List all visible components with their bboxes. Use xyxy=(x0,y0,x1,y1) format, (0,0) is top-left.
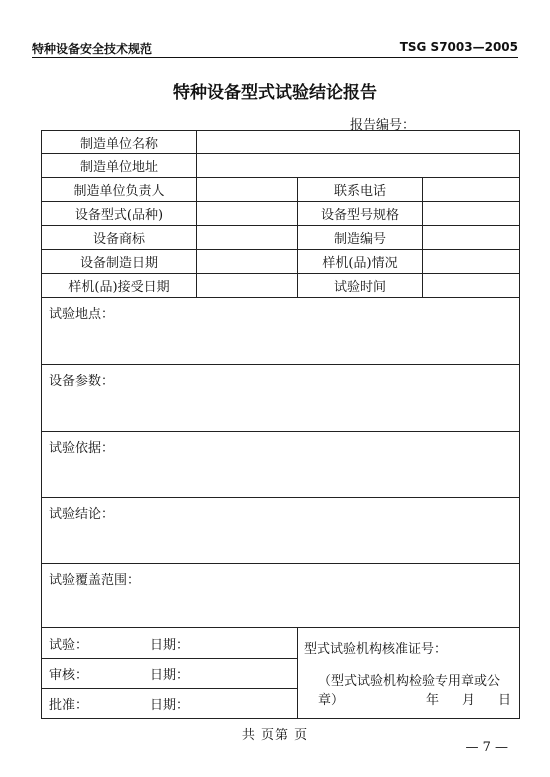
table-row xyxy=(42,274,520,298)
test-basis-label: 试验依据： xyxy=(49,441,115,456)
approve-signoff[interactable] xyxy=(42,689,298,719)
maker-address-field[interactable] xyxy=(197,154,520,178)
table-row xyxy=(42,432,520,498)
institution-seal-area[interactable] xyxy=(298,628,520,719)
review-date-label: 日期： xyxy=(150,668,190,683)
table-row xyxy=(42,226,520,250)
table-row xyxy=(42,298,520,365)
table-row xyxy=(42,202,520,226)
brand-field[interactable] xyxy=(197,226,298,250)
table-row xyxy=(42,628,520,659)
test-sign-label: 试验： xyxy=(49,637,89,653)
report-form-table xyxy=(41,130,520,719)
test-conclusion-label: 试验结论： xyxy=(49,507,115,522)
approve-date-label: 日期： xyxy=(150,698,190,713)
header-rule xyxy=(32,57,518,58)
serial-no-field[interactable] xyxy=(423,226,520,250)
test-time-label: 试验时间 xyxy=(298,274,423,298)
seal-date-line xyxy=(426,689,512,708)
review-sign-label: 审核： xyxy=(49,668,89,683)
review-signoff[interactable] xyxy=(42,659,298,689)
device-type-label: 设备型式(品种) xyxy=(42,202,197,226)
serial-no-label: 制造编号 xyxy=(298,226,423,250)
device-type-field[interactable] xyxy=(197,202,298,226)
sample-received-field[interactable] xyxy=(197,274,298,298)
cert-number-label: 型式试验机构核准证号： xyxy=(304,642,448,657)
maker-head-label: 制造单位负责人 xyxy=(42,178,197,202)
test-conclusion-section[interactable] xyxy=(42,498,520,564)
header-right-code: TSG S7003—2005 xyxy=(399,40,518,54)
mfg-date-label: 设备制造日期 xyxy=(42,250,197,274)
page-count-line: 共 页第 页 xyxy=(241,728,309,743)
model-spec-field[interactable] xyxy=(423,202,520,226)
device-params-label: 设备参数： xyxy=(49,374,115,389)
approve-sign-label: 批准： xyxy=(49,698,89,713)
page-header xyxy=(32,24,518,54)
maker-address-label: 制造单位地址 xyxy=(42,154,197,178)
contact-phone-label: 联系电话 xyxy=(298,178,423,202)
day-label: 日 xyxy=(498,693,513,708)
test-location-label: 试验地点： xyxy=(49,307,115,322)
table-row xyxy=(42,564,520,628)
table-row xyxy=(42,178,520,202)
header-left-text: 特种设备安全技术规范 xyxy=(32,42,153,56)
table-row xyxy=(42,498,520,564)
seal-note: （型式试验机构检验专用章或公章） xyxy=(318,674,501,708)
page-number: — 7 — xyxy=(465,740,508,755)
maker-head-field[interactable] xyxy=(197,178,298,202)
table-row xyxy=(42,131,520,154)
contact-phone-field[interactable] xyxy=(423,178,520,202)
table-row xyxy=(42,154,520,178)
test-date-label: 日期： xyxy=(150,637,190,653)
device-params-section[interactable] xyxy=(42,365,520,432)
page-title: 特种设备型式试验结论报告 xyxy=(173,83,377,103)
table-row xyxy=(42,250,520,274)
test-coverage-label: 试验覆盖范围： xyxy=(49,573,141,588)
brand-label: 设备商标 xyxy=(42,226,197,250)
test-basis-section[interactable] xyxy=(42,432,520,498)
model-spec-label: 设备型号规格 xyxy=(298,202,423,226)
test-coverage-section[interactable] xyxy=(42,564,520,628)
maker-name-field[interactable] xyxy=(197,131,520,154)
test-time-field[interactable] xyxy=(423,274,520,298)
maker-name-label: 制造单位名称 xyxy=(42,131,197,154)
report-number-label: 报告编号： xyxy=(350,118,416,133)
sample-status-label: 样机(品)情况 xyxy=(298,250,423,274)
table-row xyxy=(42,365,520,432)
test-signoff[interactable] xyxy=(42,628,298,659)
mfg-date-field[interactable] xyxy=(197,250,298,274)
year-label: 年 xyxy=(426,693,441,708)
sample-status-field[interactable] xyxy=(423,250,520,274)
sample-received-label: 样机(品)接受日期 xyxy=(42,274,197,298)
test-location-section[interactable] xyxy=(42,298,520,365)
month-label: 月 xyxy=(462,693,477,708)
